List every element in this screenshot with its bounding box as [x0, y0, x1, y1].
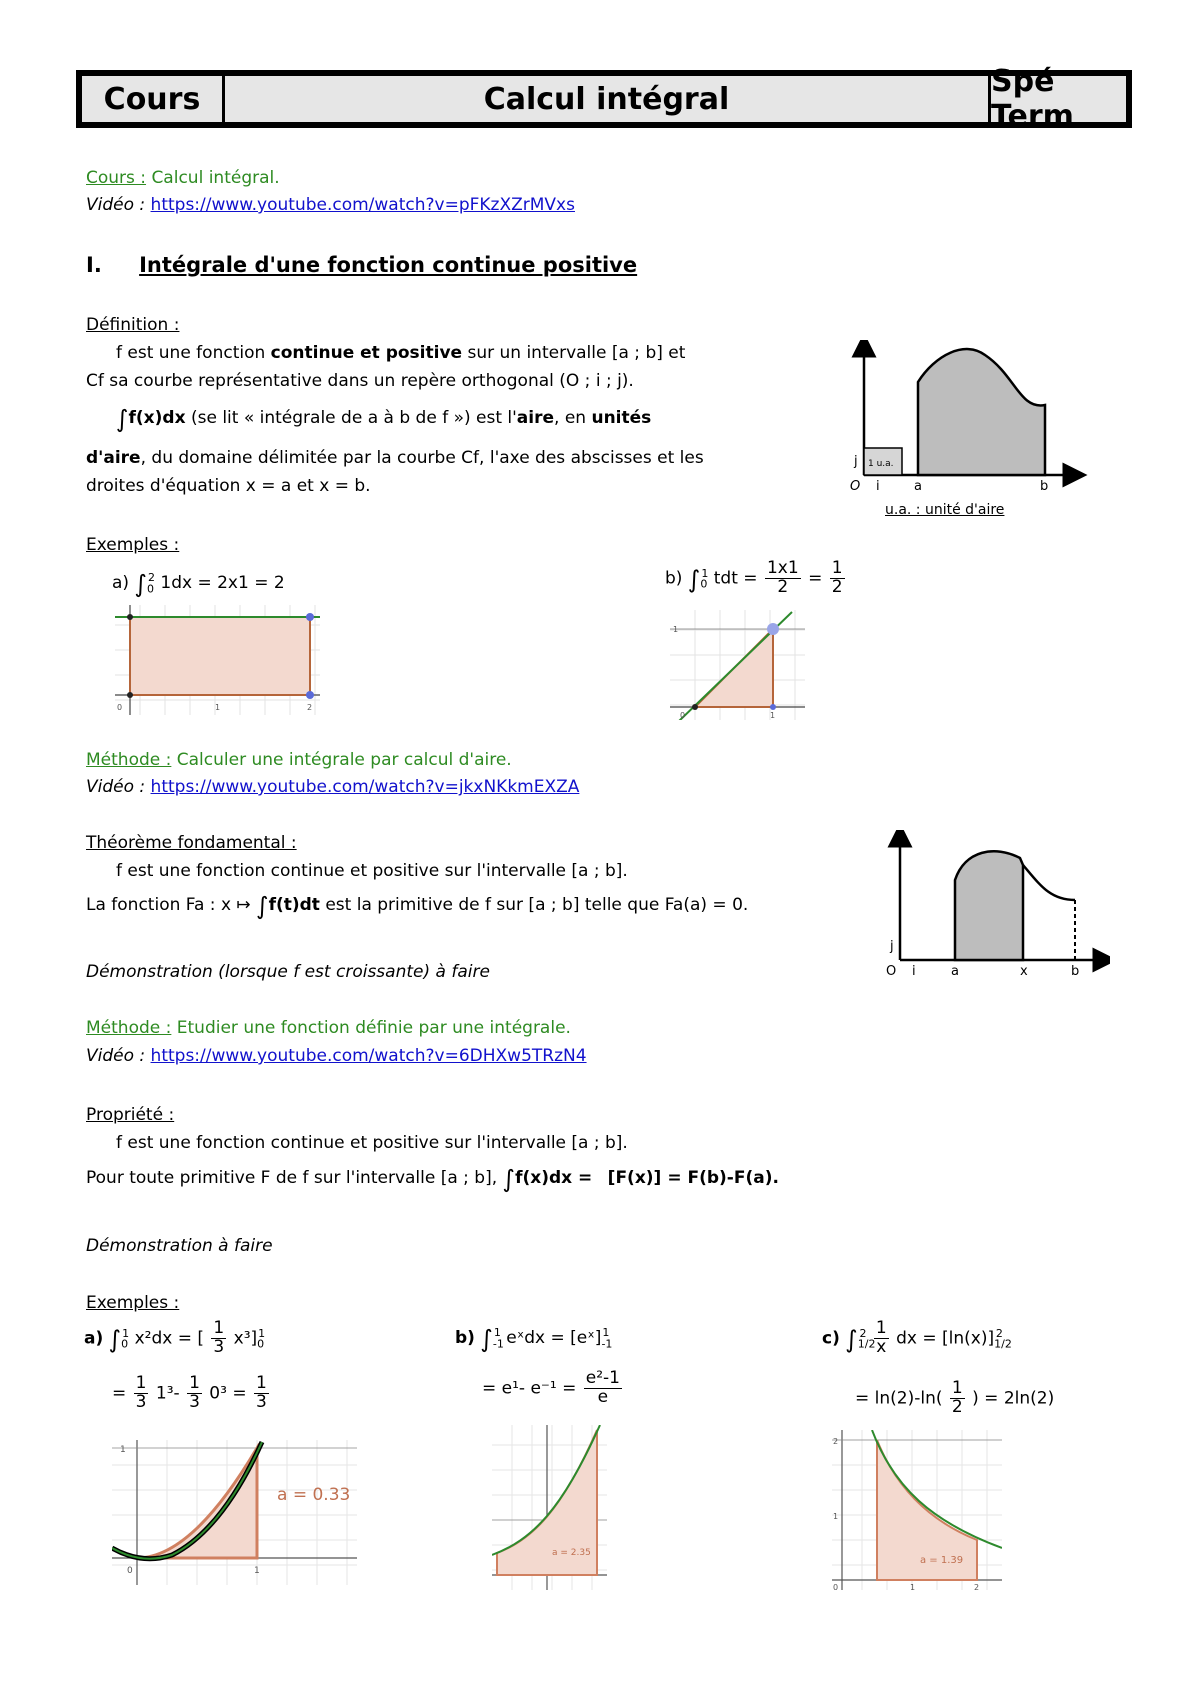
svg-text:i: i [912, 964, 916, 979]
exemple-1b: b) $\int_0^1$ tdt = $\frac{1x1}{2}$ = $\frac{1}{2}$ [665, 558, 843, 597]
methode-2-video-line: Vidéo : https://www.youtube.com/watch?v=6DHXw5TRzN4 [86, 1046, 587, 1066]
exemple-2a-line-1: a) $\int_0^1$ x²dx = [ $\frac{1}{3}$ $x^3]_0^1$ [84, 1318, 266, 1357]
svg-text:O: O [850, 479, 861, 494]
svg-text:b: b [1071, 964, 1080, 979]
svg-text:1: 1 [215, 703, 221, 712]
definition-line-2: Cf sa courbe représentative dans un repère orthogonal (O ; i ; j). [86, 371, 634, 391]
definition-line-3: ∫f(x)dx (se lit « intégrale de a à b de f ») est l'aire, en unités [116, 405, 652, 433]
definition-line-1: f est une fonction continue et positive sur un intervalle [a ; b] et [116, 343, 686, 363]
svg-text:a = 0.33: a = 0.33 [277, 1485, 351, 1505]
demonstration-1: Démonstration (lorsque f est croissante) à faire [86, 962, 490, 982]
exemples-1-label: Exemples : [86, 535, 180, 555]
graph-inverse-area [832, 1430, 1002, 1590]
demonstration-2: Démonstration à faire [86, 1236, 273, 1256]
svg-text:1: 1 [673, 625, 679, 634]
svg-text:1: 1 [833, 1512, 839, 1521]
svg-text:x: x [1020, 964, 1028, 979]
definition-line-4: d'aire, du domaine délimitée par la courbe Cf, l'axe des abscisses et les [86, 448, 704, 468]
cours-text: Calcul intégral. [151, 168, 280, 188]
exemple-1a: a) $\int_0^2$ 1dx = 2x1 = 2 [112, 570, 285, 598]
svg-text:O: O [886, 964, 897, 979]
propriete-label: Propriété : [86, 1105, 175, 1125]
exemple-2b-line-2: = e¹- e⁻¹ = $\frac{\text{e²-1}}{e}$ [482, 1368, 620, 1407]
svg-text:2: 2 [833, 1437, 839, 1446]
exemple-2c-line-1: c) $\int_{1/2}^2$ $\frac{1}{x}$ dx = $[\ln(x)]_{1/2}^2$ [822, 1318, 1012, 1357]
theoreme-label: Théorème fondamental : [86, 833, 297, 853]
svg-text:2: 2 [974, 1583, 980, 1590]
graph-exp-area [492, 1425, 607, 1590]
unit-area-caption: u.a. : unité d'aire [885, 502, 1005, 518]
rectangle-area [130, 617, 310, 695]
theoreme-line-2: La fonction Fa : x ↦ ∫f(t)dt est la primitive de f sur [a ; b] telle que Fa(a) = 0. [86, 892, 749, 920]
section-1-title: Intégrale d'une fonction continue positive [139, 253, 638, 277]
exemple-2c-line-2: = ln(2)-ln( $\frac{1}{2}$ ) = 2ln(2) [855, 1378, 1055, 1417]
svg-text:1: 1 [910, 1583, 916, 1590]
exemples-2-label: Exemples : [86, 1293, 180, 1313]
svg-text:1: 1 [770, 711, 776, 720]
partial-area-region [955, 851, 1023, 960]
propriete-line-2: Pour toute primitive F de f sur l'intervalle [a ; b], ∫f(x)dx = [F(x)] = F(b)-F(a). [86, 1165, 779, 1193]
definition-label: Définition : [86, 315, 180, 335]
area-region [918, 349, 1045, 475]
svg-text:0: 0 [680, 711, 686, 720]
theoreme-area-figure [860, 830, 1110, 980]
intro-video-line [86, 195, 575, 215]
propriete-line-1: f est une fonction continue et positive sur l'intervalle [a ; b]. [116, 1133, 628, 1153]
svg-text:1: 1 [254, 1566, 260, 1576]
theoreme-line-1: f est une fonction continue et positive sur l'intervalle [a ; b]. [116, 861, 628, 881]
svg-text:0: 0 [127, 1566, 133, 1576]
methode-1-video-link[interactable]: https://www.youtube.com/watch?v=jkxNKkmEXZA [150, 777, 580, 797]
svg-text:a: a [914, 479, 922, 494]
svg-text:b: b [1040, 479, 1049, 494]
graph-x-squared-area [112, 1440, 357, 1585]
header-cours: Cours [103, 81, 201, 117]
header-level: Spé Term [991, 64, 1074, 134]
video-label: Vidéo : [86, 195, 146, 215]
header-banner [76, 64, 1132, 134]
svg-text:0: 0 [833, 1583, 839, 1590]
svg-text:j: j [854, 454, 858, 469]
video-link[interactable]: https://www.youtube.com/watch?v=pFKzXZrMVxs [150, 195, 575, 215]
svg-text:a: a [951, 964, 959, 979]
intro-cours-line [86, 168, 280, 188]
methode-1-video-line: Vidéo : https://www.youtube.com/watch?v=jkxNKkmEXZA [86, 777, 580, 797]
methode-2-video-link[interactable]: https://www.youtube.com/watch?v=6DHXw5TRzN4 [150, 1046, 587, 1066]
svg-text:a = 2.35: a = 2.35 [552, 1548, 591, 1558]
svg-text:j: j [890, 939, 894, 954]
exemple-2b-line-1: b) $\int_{-1}^1$ eˣdx = $[eˣ]_{-1}^1$ [455, 1325, 613, 1353]
methode-2-line: Méthode : Etudier une fonction définie par une intégrale. [86, 1018, 571, 1038]
graph-rectangle-area [115, 605, 320, 715]
svg-text:2: 2 [307, 703, 313, 712]
header-title: Calcul intégral [483, 81, 730, 117]
svg-text:a = 1.39: a = 1.39 [920, 1555, 964, 1566]
methode-1-line: Méthode : Calculer une intégrale par calcul d'aire. [86, 750, 512, 770]
svg-text:i: i [876, 479, 880, 494]
svg-text:1: 1 [120, 1445, 126, 1455]
svg-text:0: 0 [117, 703, 123, 712]
cours-label: Cours : [86, 168, 147, 188]
definition-line-5: droites d'équation x = a et x = b. [86, 476, 371, 496]
graph-triangle-area [670, 610, 805, 720]
section-1-heading: I. Intégrale d'une fonction continue positive [86, 253, 638, 277]
exemple-2a-line-2: = $\frac{1}{3}$ 1³- $\frac{1}{3}$ 0³ = $\frac{1}{3}$ [112, 1373, 267, 1412]
svg-text:1 u.a.: 1 u.a. [868, 459, 894, 469]
